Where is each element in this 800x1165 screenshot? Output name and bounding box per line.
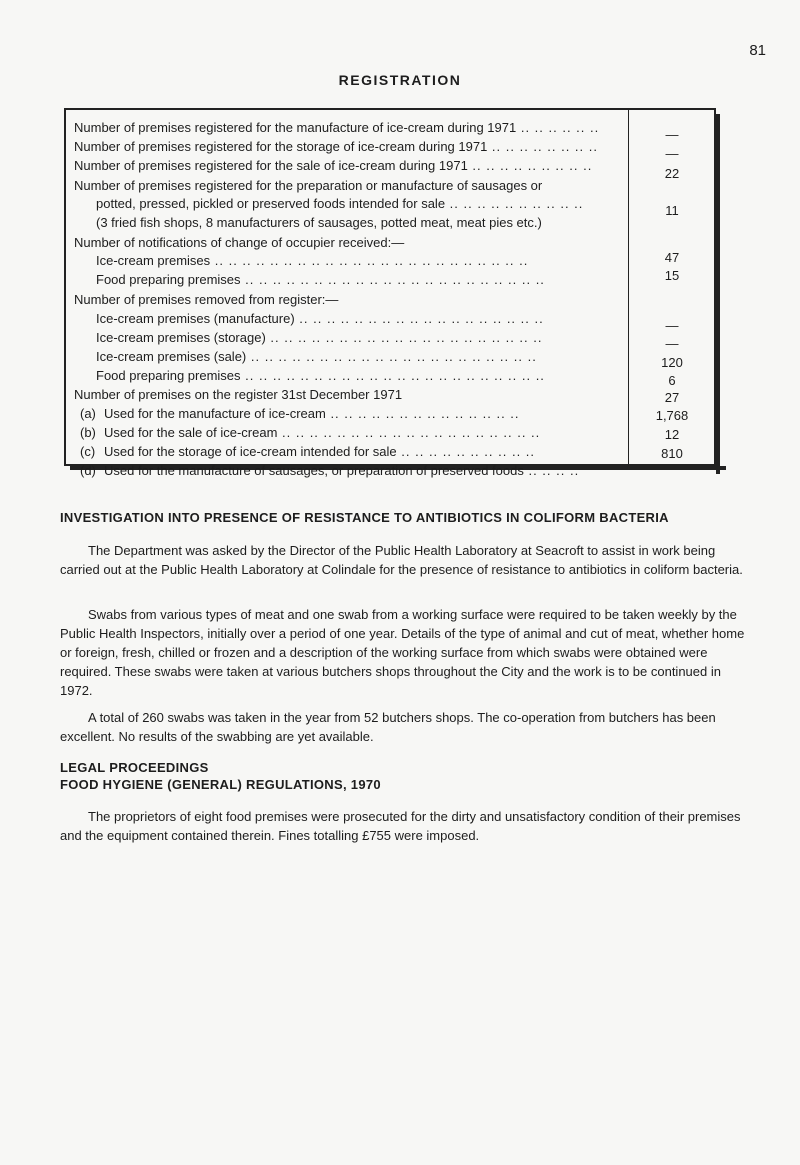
registration-row-17 (80, 425, 540, 441)
row-value: 6 (668, 373, 676, 388)
investigation-paragraph-3 (60, 708, 750, 746)
row-label: Ice-cream premises (sale) (96, 349, 247, 364)
row-leader-dots: .. .. .. .. .. .. .. .. .. .. .. .. .. .. (325, 406, 520, 421)
registration-row-9 (96, 272, 545, 288)
row-letter: (b) (80, 425, 96, 440)
row-value: 810 (661, 446, 683, 461)
row-leader-dots: .. .. .. .. .. .. .. .. .. .. .. .. .. .. .. .. .. .. .. .. (265, 330, 543, 345)
row-label: Number of notifications of change of occupier received:— (74, 235, 405, 250)
row-leader-dots: .. .. .. .. .. .. .. .. .. (467, 158, 593, 173)
registration-row-1 (74, 120, 599, 136)
row-letter: (c) (80, 444, 96, 459)
row-value: 120 (661, 355, 683, 370)
row-value: — (665, 146, 679, 161)
registration-row-18 (80, 444, 535, 460)
registration-row-14 (96, 368, 545, 384)
registration-row-19 (80, 463, 579, 479)
row-leader-dots: .. .. .. .. (523, 463, 580, 478)
row-value: 15 (664, 268, 680, 283)
investigation-paragraph-1 (60, 541, 750, 579)
row-label: Used for the manufacture of sausages, or preparation of preserved foods (104, 463, 524, 478)
row-label: (3 fried fish shops, 8 manufacturers of sausages, potted meat, meat pies etc.) (96, 215, 542, 230)
investigation-paragraph-2-text: Swabs from various types of meat and one swab from a working surface were required to be taken weekly by the Public Health Inspectors, initially over a period of one year. Details of the type of animal and cut of meat, whether home or foreign, fresh, chilled or frozen and a description of the working surface from which swabs were obtained were required. These swabs were taken at various butchers shops throughout the City and the work is to be continued in 1972. (60, 607, 745, 698)
registration-row-5 (96, 196, 583, 212)
row-leader-dots: .. .. .. .. .. .. .. .. (487, 139, 598, 154)
registration-row-15 (74, 387, 402, 403)
registration-row-3 (74, 158, 592, 174)
row-value: 12 (664, 427, 680, 442)
row-leader-dots: .. .. .. .. .. .. .. .. .. .. .. .. .. .. .. .. .. .. .. (277, 425, 541, 440)
row-leader-dots: .. .. .. .. .. .. .. .. .. .. (396, 444, 536, 459)
row-leader-dots: .. .. .. .. .. .. .. .. .. .. .. .. .. .. .. .. .. .. .. .. .. (246, 349, 537, 364)
investigation-heading: INVESTIGATION INTO PRESENCE OF RESISTANCE TO ANTIBIOTICS IN COLIFORM BACTERIA (60, 510, 669, 525)
row-value: 1,768 (655, 408, 689, 423)
legal-paragraph-text: The proprietors of eight food premises were prosecuted for the dirty and unsatisfactory condition of their premises and the equipment contained therein. Fines totalling £755 were imposed. (60, 809, 741, 843)
row-letter: (a) (80, 406, 96, 421)
page-title: REGISTRATION (338, 72, 462, 88)
row-leader-dots: .. .. .. .. .. .. (516, 120, 600, 135)
row-label: Number of premises registered for the preparation or manufacture of sausages or (74, 178, 543, 193)
row-value: 47 (664, 250, 680, 265)
legal-heading: LEGAL PROCEEDINGS (60, 760, 209, 775)
investigation-paragraph-2 (60, 605, 750, 700)
registration-row-10 (74, 292, 338, 308)
row-label: Used for the storage of ice-cream intended for sale (104, 444, 397, 459)
investigation-paragraph-3-text: A total of 260 swabs was taken in the year from 52 butchers shops. The co-operation from butchers has been excellent. No results of the swabbing are yet available. (60, 710, 716, 744)
row-leader-dots: .. .. .. .. .. .. .. .. .. .. .. .. .. .. .. .. .. .. .. .. .. .. (240, 368, 545, 383)
registration-row-8 (96, 253, 528, 269)
registration-table (64, 108, 716, 478)
row-value: — (665, 336, 679, 351)
page-number: 81 (749, 42, 766, 59)
row-leader-dots: .. .. .. .. .. .. .. .. .. .. .. .. .. .. .. .. .. .. .. .. .. .. (240, 272, 545, 287)
table-shadow-right (716, 114, 720, 474)
investigation-paragraph-1-text: The Department was asked by the Director of the Public Health Laboratory at Seacroft to assist in work being carried out at the Public Health Laboratory at Colindale for the presence of resistance to antibiotics in coliform bacteria. (60, 543, 743, 577)
row-value: 11 (665, 203, 679, 218)
registration-row-13 (96, 349, 537, 365)
row-value: 22 (664, 166, 680, 181)
row-label: potted, pressed, pickled or preserved foods intended for sale (96, 196, 446, 211)
row-value: 27 (664, 390, 680, 405)
row-label: Number of premises registered for the storage of ice-cream during 1971 (74, 139, 488, 154)
registration-row-11 (96, 311, 544, 327)
registration-row-2 (74, 139, 598, 155)
row-label: Food preparing premises (96, 368, 241, 383)
row-leader-dots: .. .. .. .. .. .. .. .. .. .. .. .. .. .. .. .. .. .. (294, 311, 544, 326)
row-value: — (665, 127, 679, 142)
row-label: Number of premises registered for the sale of ice-cream during 1971 (74, 158, 468, 173)
row-label: Food preparing premises (96, 272, 241, 287)
registration-row-7 (74, 235, 404, 251)
row-label: Ice-cream premises (96, 253, 211, 268)
row-label: Ice-cream premises (storage) (96, 330, 266, 345)
legal-paragraph (60, 807, 750, 845)
registration-row-12 (96, 330, 543, 346)
registration-row-4 (74, 178, 542, 194)
row-letter: (d) (80, 463, 96, 478)
row-label: Used for the manufacture of ice-cream (104, 406, 326, 421)
row-label: Number of premises removed from register:— (74, 292, 339, 307)
row-leader-dots: .. .. .. .. .. .. .. .. .. .. (445, 196, 584, 211)
registration-row-16 (80, 406, 520, 422)
row-value: — (665, 318, 679, 333)
registration-row-6 (96, 215, 542, 231)
row-leader-dots: .. .. .. .. .. .. .. .. .. .. .. .. .. .. .. .. .. .. .. .. .. .. .. (210, 253, 529, 268)
regulations-heading: FOOD HYGIENE (GENERAL) REGULATIONS, 1970 (60, 777, 381, 792)
row-label: Number of premises registered for the manufacture of ice-cream during 1971 (74, 120, 517, 135)
row-label: Ice-cream premises (manufacture) (96, 311, 295, 326)
row-label: Used for the sale of ice-cream (104, 425, 278, 440)
row-label: Number of premises on the register 31st December 1971 (74, 387, 403, 402)
